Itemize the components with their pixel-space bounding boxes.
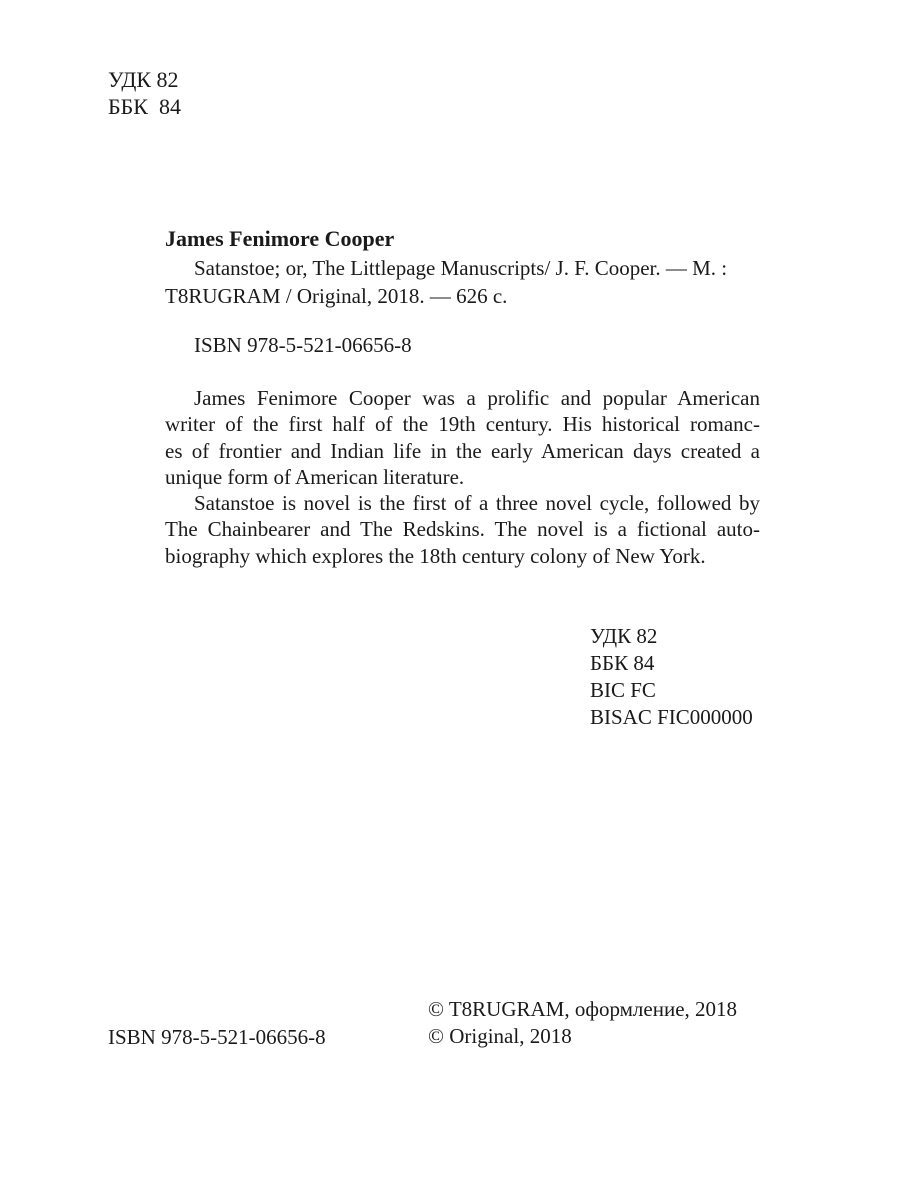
- udk-code: УДК 82: [590, 624, 658, 648]
- bibliographic-publisher-line: T8RUGRAM / Original, 2018. — 626 с.: [165, 284, 508, 308]
- bisac-code: BISAC FIC000000: [590, 705, 753, 729]
- annotation-paragraph-2: [165, 490, 760, 569]
- author-name: James Fenimore Cooper: [165, 226, 395, 251]
- copyright-design: © T8RUGRAM, оформление, 2018: [428, 997, 738, 1021]
- udk-code: УДК 82: [108, 67, 179, 92]
- copyright-block: [428, 996, 737, 1050]
- bbk-code: ББК 84: [590, 651, 655, 675]
- annotation-line: The Chainbearer and The Redskins. The novel is a fictional auto-: [165, 517, 760, 542]
- copyright-original: © Original, 2018: [428, 1024, 572, 1048]
- annotation-line: es of frontier and Indian life in the early American days created a: [165, 438, 760, 463]
- bibliographic-title-line: Satanstoe; or, The Littlepage Manuscripts/ J. F. Cooper. — M. :: [194, 256, 728, 280]
- right-classification-codes: [590, 623, 753, 731]
- annotation-line: James Fenimore Cooper was a prolific and popular American: [194, 386, 760, 410]
- top-classification-codes: [108, 66, 181, 120]
- isbn-main: ISBN 978-5-521-06656-8: [194, 333, 412, 357]
- bbk-code: ББК 84: [108, 94, 181, 119]
- annotation-line: Satanstoe is novel is the first of a three novel cycle, followed by: [194, 491, 760, 516]
- annotation: [165, 385, 760, 569]
- annotation-line: biography which explores the 18th century colony of New York.: [165, 543, 706, 568]
- annotation-paragraph-1: [165, 385, 760, 490]
- annotation-line: unique form of American literature.: [165, 464, 465, 489]
- bic-code: BIC FC: [590, 678, 656, 702]
- annotation-line: writer of the first half of the 19th century. His historical romanc-: [165, 412, 760, 437]
- isbn-bottom: ISBN 978-5-521-06656-8: [108, 1025, 326, 1049]
- bibliographic-description: [165, 254, 760, 310]
